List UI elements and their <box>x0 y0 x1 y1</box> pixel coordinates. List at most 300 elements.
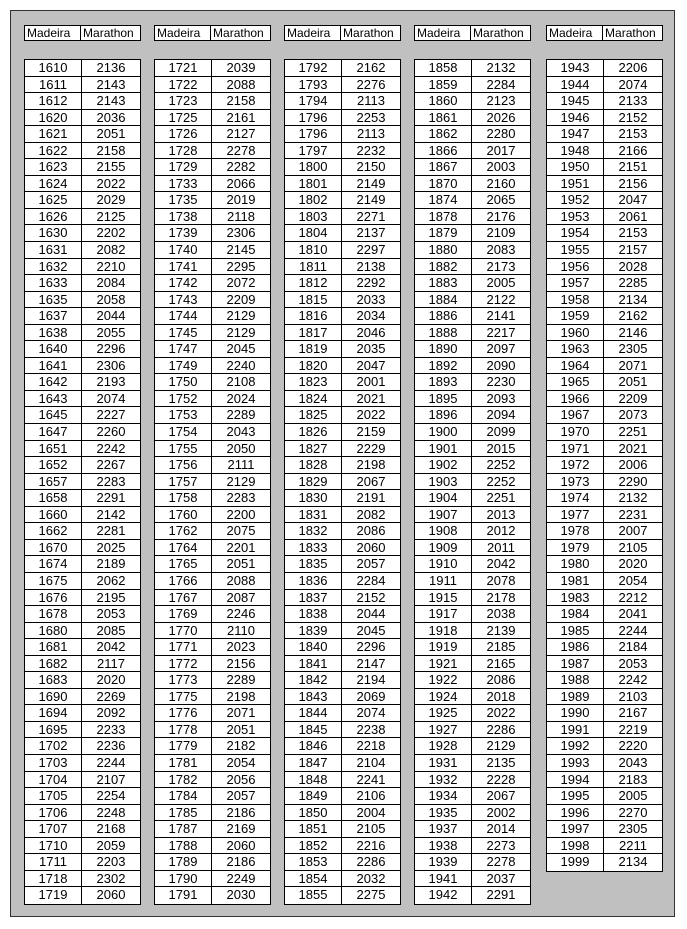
table-row <box>547 656 662 673</box>
madeira-value: 1937 <box>415 821 472 837</box>
marathon-value: 2231 <box>618 506 648 522</box>
marathon-value: 2032 <box>356 870 386 886</box>
table-row <box>155 887 270 904</box>
table-row <box>415 407 530 424</box>
madeira-value: 1993 <box>547 755 604 771</box>
marathon-value: 2007 <box>618 523 648 539</box>
table-row <box>415 838 530 855</box>
madeira-value: 1917 <box>415 606 472 622</box>
madeira-value: 1866 <box>415 143 472 159</box>
marathon-value: 2218 <box>356 738 386 754</box>
madeira-value: 1640 <box>25 341 82 357</box>
madeira-value: 1843 <box>285 689 342 705</box>
table-row <box>415 788 530 805</box>
table-row <box>547 755 662 772</box>
table-row <box>415 556 530 573</box>
marathon-value: 2136 <box>96 60 126 75</box>
marathon-value: 2132 <box>618 490 648 506</box>
marathon-value: 2161 <box>226 109 256 125</box>
marathon-value: 2178 <box>486 589 516 605</box>
marathon-value: 2132 <box>486 60 516 75</box>
marathon-value: 2162 <box>356 60 386 75</box>
marathon-value: 2139 <box>486 622 516 638</box>
marathon-value: 2083 <box>486 242 516 258</box>
table-row <box>415 705 530 722</box>
marathon-value: 2280 <box>486 126 516 142</box>
table-row <box>415 292 530 309</box>
table-row <box>415 259 530 276</box>
marathon-value: 2029 <box>96 192 126 208</box>
table-row <box>25 292 140 309</box>
table-row <box>547 192 662 209</box>
marathon-value: 2209 <box>226 291 256 307</box>
madeira-value: 1824 <box>285 391 342 407</box>
madeira-value: 1787 <box>155 821 212 837</box>
table-row <box>415 275 530 292</box>
table-row <box>547 60 662 77</box>
marathon-value: 2043 <box>618 754 648 770</box>
table-row <box>547 821 662 838</box>
marathon-value: 2103 <box>618 688 648 704</box>
marathon-value: 2071 <box>618 357 648 373</box>
table-row <box>155 176 270 193</box>
table-row <box>285 209 400 226</box>
table-row <box>285 407 400 424</box>
marathon-value: 2025 <box>96 539 126 555</box>
table-row <box>155 573 270 590</box>
madeira-value: 1637 <box>25 308 82 324</box>
table-row <box>415 457 530 474</box>
marathon-value: 2295 <box>226 258 256 274</box>
table-row <box>285 821 400 838</box>
table-row <box>547 556 662 573</box>
marathon-value: 2296 <box>356 639 386 655</box>
madeira-value: 1743 <box>155 292 212 308</box>
marathon-value: 2305 <box>618 821 648 837</box>
madeira-value: 1694 <box>25 705 82 721</box>
madeira-value: 1758 <box>155 490 212 506</box>
table-row <box>25 738 140 755</box>
marathon-value: 2035 <box>356 341 386 357</box>
marathon-value: 2113 <box>357 93 385 109</box>
marathon-value: 2282 <box>226 159 256 175</box>
madeira-value: 1999 <box>547 854 604 871</box>
marathon-value: 2090 <box>486 357 516 373</box>
marathon-value: 2053 <box>96 606 126 622</box>
madeira-value: 1819 <box>285 341 342 357</box>
marathon-value: 2022 <box>356 407 386 423</box>
table-row <box>285 623 400 640</box>
marathon-value: 2055 <box>96 324 126 340</box>
madeira-value: 1831 <box>285 507 342 523</box>
marathon-value: 2249 <box>226 870 256 886</box>
table-row <box>285 474 400 491</box>
table-row <box>547 77 662 94</box>
table-row <box>155 325 270 342</box>
madeira-value: 1749 <box>155 358 212 374</box>
madeira-value: 1662 <box>25 523 82 539</box>
madeira-value: 1647 <box>25 424 82 440</box>
table-row <box>547 722 662 739</box>
madeira-value: 1678 <box>25 606 82 622</box>
marathon-value: 2060 <box>356 539 386 555</box>
marathon-value: 2284 <box>356 572 386 588</box>
madeira-value: 1772 <box>155 656 212 672</box>
madeira-value: 1988 <box>547 672 604 688</box>
table-row <box>155 523 270 540</box>
marathon-value: 2270 <box>618 804 648 820</box>
madeira-value: 1782 <box>155 772 212 788</box>
marathon-value: 2033 <box>356 291 386 307</box>
marathon-value: 2053 <box>618 655 648 671</box>
madeira-header: Madeira <box>155 26 211 40</box>
table-row <box>285 887 400 904</box>
madeira-value: 1965 <box>547 374 604 390</box>
marathon-value: 2085 <box>96 622 126 638</box>
table-row <box>415 308 530 325</box>
marathon-value: 2260 <box>96 424 126 440</box>
madeira-value: 1769 <box>155 606 212 622</box>
madeira-value: 1681 <box>25 639 82 655</box>
table-row <box>285 805 400 822</box>
marathon-value: 2051 <box>96 126 126 142</box>
marathon-value: 2054 <box>618 572 648 588</box>
table-row <box>547 225 662 242</box>
madeira-value: 1726 <box>155 126 212 142</box>
table-row <box>25 275 140 292</box>
table-row <box>547 738 662 755</box>
marathon-value: 2248 <box>96 804 126 820</box>
marathon-value: 2011 <box>487 539 515 555</box>
madeira-value: 1886 <box>415 308 472 324</box>
marathon-value: 2253 <box>356 109 386 125</box>
marathon-value: 2093 <box>486 390 516 406</box>
table-row <box>25 358 140 375</box>
madeira-value: 1907 <box>415 507 472 523</box>
table-row <box>25 209 140 226</box>
madeira-value: 1643 <box>25 391 82 407</box>
madeira-value: 1621 <box>25 126 82 142</box>
table-row <box>285 341 400 358</box>
table-row <box>547 854 662 871</box>
madeira-value: 1934 <box>415 788 472 804</box>
madeira-value: 1641 <box>25 358 82 374</box>
marathon-value: 2086 <box>486 672 516 688</box>
marathon-value: 2074 <box>356 705 386 721</box>
madeira-value: 1775 <box>155 689 212 705</box>
marathon-value: 2149 <box>356 192 386 208</box>
madeira-value: 1973 <box>547 474 604 490</box>
madeira-value: 1951 <box>547 176 604 192</box>
table-row <box>547 523 662 540</box>
table-row <box>25 308 140 325</box>
madeira-value: 1946 <box>547 110 604 126</box>
marathon-value: 2278 <box>486 854 516 870</box>
table-row <box>155 275 270 292</box>
table-row <box>547 474 662 491</box>
table-row <box>25 606 140 623</box>
marathon-value: 2021 <box>356 390 386 406</box>
marathon-value: 2004 <box>356 804 386 820</box>
table-row <box>155 540 270 557</box>
table-row <box>25 441 140 458</box>
table-row <box>415 176 530 193</box>
madeira-value: 1845 <box>285 722 342 738</box>
madeira-value: 1901 <box>415 441 472 457</box>
madeira-value: 1611 <box>25 77 82 93</box>
madeira-value: 1870 <box>415 176 472 192</box>
marathon-value: 2278 <box>226 142 256 158</box>
table-row <box>25 325 140 342</box>
madeira-value: 1880 <box>415 242 472 258</box>
madeira-value: 1784 <box>155 788 212 804</box>
marathon-value: 2118 <box>227 208 255 224</box>
marathon-value: 2169 <box>226 821 256 837</box>
marathon-header: Marathon <box>83 26 134 40</box>
marathon-value: 2078 <box>486 572 516 588</box>
table-row <box>547 441 662 458</box>
madeira-value: 1974 <box>547 490 604 506</box>
marathon-value: 2105 <box>356 821 386 837</box>
table-row <box>285 490 400 507</box>
table-row <box>415 110 530 127</box>
marathon-value: 2030 <box>226 887 256 903</box>
madeira-value: 1908 <box>415 523 472 539</box>
table-row <box>547 407 662 424</box>
madeira-value: 1762 <box>155 523 212 539</box>
table-row <box>155 93 270 110</box>
marathon-value: 2014 <box>486 821 516 837</box>
marathon-value: 2037 <box>486 870 516 886</box>
madeira-value: 1812 <box>285 275 342 291</box>
table-row <box>285 656 400 673</box>
marathon-value: 2137 <box>356 225 386 241</box>
marathon-value: 2150 <box>356 159 386 175</box>
marathon-value: 2046 <box>356 324 386 340</box>
madeira-value: 1623 <box>25 159 82 175</box>
table-row <box>285 540 400 557</box>
madeira-value: 1676 <box>25 590 82 606</box>
table-row <box>25 556 140 573</box>
marathon-value: 2145 <box>226 242 256 258</box>
column-3 <box>284 25 401 903</box>
madeira-value: 1829 <box>285 474 342 490</box>
madeira-value: 1850 <box>285 805 342 821</box>
table-row <box>285 788 400 805</box>
marathon-value: 2182 <box>226 738 256 754</box>
madeira-value: 1896 <box>415 407 472 423</box>
madeira-value: 1827 <box>285 441 342 457</box>
table-row <box>415 656 530 673</box>
madeira-value: 1705 <box>25 788 82 804</box>
madeira-value: 1833 <box>285 540 342 556</box>
marathon-value: 2236 <box>96 738 126 754</box>
madeira-value: 1633 <box>25 275 82 291</box>
madeira-value: 1837 <box>285 590 342 606</box>
marathon-value: 2203 <box>96 854 126 870</box>
column-1 <box>24 25 141 903</box>
marathon-value: 2306 <box>96 357 126 373</box>
marathon-value: 2127 <box>226 126 256 142</box>
madeira-value: 1631 <box>25 242 82 258</box>
marathon-value: 2271 <box>356 208 386 224</box>
madeira-value: 1832 <box>285 523 342 539</box>
madeira-value: 1630 <box>25 225 82 241</box>
madeira-header: Madeira <box>25 26 81 40</box>
table-row <box>155 110 270 127</box>
madeira-value: 1927 <box>415 722 472 738</box>
table-row <box>285 374 400 391</box>
table-row <box>415 722 530 739</box>
madeira-value: 1796 <box>285 110 342 126</box>
marathon-value: 2057 <box>356 556 386 572</box>
madeira-value: 1932 <box>415 772 472 788</box>
marathon-value: 2129 <box>486 738 516 754</box>
marathon-value: 2066 <box>226 175 256 191</box>
marathon-value: 2184 <box>618 639 648 655</box>
marathon-value: 2153 <box>618 225 648 241</box>
madeira-value: 1950 <box>547 159 604 175</box>
marathon-value: 2039 <box>226 60 256 75</box>
marathon-value: 2152 <box>356 589 386 605</box>
marathon-value: 2060 <box>226 837 256 853</box>
table-row <box>25 573 140 590</box>
table-row <box>25 225 140 242</box>
marathon-value: 2001 <box>356 374 386 390</box>
table-row <box>155 722 270 739</box>
marathon-value: 2138 <box>356 258 386 274</box>
marathon-value: 2047 <box>356 357 386 373</box>
marathon-value: 2186 <box>226 804 256 820</box>
madeira-value: 1919 <box>415 639 472 655</box>
table-row <box>285 441 400 458</box>
madeira-value: 1921 <box>415 656 472 672</box>
marathon-value: 2152 <box>618 109 648 125</box>
madeira-value: 1789 <box>155 854 212 870</box>
madeira-value: 1651 <box>25 441 82 457</box>
madeira-value: 1958 <box>547 292 604 308</box>
madeira-value: 1723 <box>155 93 212 109</box>
marathon-value: 2051 <box>226 556 256 572</box>
marathon-value: 2244 <box>96 754 126 770</box>
madeira-value: 1765 <box>155 556 212 572</box>
marathon-value: 2107 <box>96 771 126 787</box>
table-row <box>415 143 530 160</box>
table-row <box>415 490 530 507</box>
madeira-value: 1922 <box>415 672 472 688</box>
table-row <box>25 854 140 871</box>
madeira-value: 1740 <box>155 242 212 258</box>
madeira-value: 1728 <box>155 143 212 159</box>
madeira-value: 1652 <box>25 457 82 473</box>
table-row <box>25 523 140 540</box>
marathon-value: 2242 <box>618 672 648 688</box>
madeira-value: 1986 <box>547 639 604 655</box>
marathon-value: 2186 <box>226 854 256 870</box>
madeira-value: 1764 <box>155 540 212 556</box>
table-row <box>285 523 400 540</box>
marathon-value: 2195 <box>96 589 126 605</box>
madeira-value: 1718 <box>25 871 82 887</box>
marathon-value: 2122 <box>486 291 516 307</box>
madeira-value: 1835 <box>285 556 342 572</box>
marathon-value: 2034 <box>356 308 386 324</box>
madeira-value: 1939 <box>415 854 472 870</box>
table-row <box>155 374 270 391</box>
table-row <box>415 871 530 888</box>
column-5 <box>546 25 663 870</box>
marathon-value: 2111 <box>227 457 255 473</box>
madeira-value: 1931 <box>415 755 472 771</box>
marathon-value: 2044 <box>356 606 386 622</box>
madeira-value: 1848 <box>285 772 342 788</box>
madeira-value: 1820 <box>285 358 342 374</box>
madeira-value: 1776 <box>155 705 212 721</box>
madeira-value: 1741 <box>155 259 212 275</box>
table-row <box>285 457 400 474</box>
marathon-value: 2088 <box>226 76 256 92</box>
marathon-value: 2110 <box>227 622 255 638</box>
marathon-value: 2045 <box>356 622 386 638</box>
madeira-value: 1884 <box>415 292 472 308</box>
table-row <box>547 689 662 706</box>
marathon-value: 2252 <box>486 457 516 473</box>
table-row <box>415 854 530 871</box>
table-row <box>415 225 530 242</box>
table-row <box>415 523 530 540</box>
marathon-value: 2143 <box>96 93 126 109</box>
madeira-value: 1928 <box>415 738 472 754</box>
marathon-value: 2017 <box>486 142 516 158</box>
table-row <box>155 838 270 855</box>
marathon-value: 2153 <box>618 126 648 142</box>
marathon-value: 2191 <box>356 490 386 506</box>
table-row <box>547 540 662 557</box>
marathon-value: 2183 <box>618 771 648 787</box>
marathon-value: 2129 <box>226 473 256 489</box>
marathon-value: 2286 <box>356 854 386 870</box>
madeira-value: 1904 <box>415 490 472 506</box>
madeira-header: Madeira <box>547 26 603 40</box>
madeira-value: 1826 <box>285 424 342 440</box>
marathon-value: 2097 <box>486 341 516 357</box>
marathon-value: 2038 <box>486 606 516 622</box>
table-row <box>285 143 400 160</box>
marathon-value: 2146 <box>618 324 648 340</box>
madeira-value: 1980 <box>547 556 604 572</box>
marathon-value: 2284 <box>486 76 516 92</box>
marathon-value: 2104 <box>356 754 386 770</box>
table-row <box>547 209 662 226</box>
table-row <box>285 358 400 375</box>
table-row <box>285 590 400 607</box>
madeira-value: 1794 <box>285 93 342 109</box>
marathon-value: 2251 <box>486 490 516 506</box>
madeira-value: 1733 <box>155 176 212 192</box>
madeira-value: 1849 <box>285 788 342 804</box>
marathon-value: 2290 <box>618 473 648 489</box>
marathon-value: 2216 <box>356 837 386 853</box>
marathon-value: 2219 <box>618 721 648 737</box>
madeira-value: 1657 <box>25 474 82 490</box>
table-row <box>155 441 270 458</box>
table-row <box>285 755 400 772</box>
table-row <box>547 590 662 607</box>
table-row <box>25 341 140 358</box>
madeira-value: 1796 <box>285 126 342 142</box>
marathon-value: 2060 <box>96 887 126 903</box>
table-row <box>155 225 270 242</box>
